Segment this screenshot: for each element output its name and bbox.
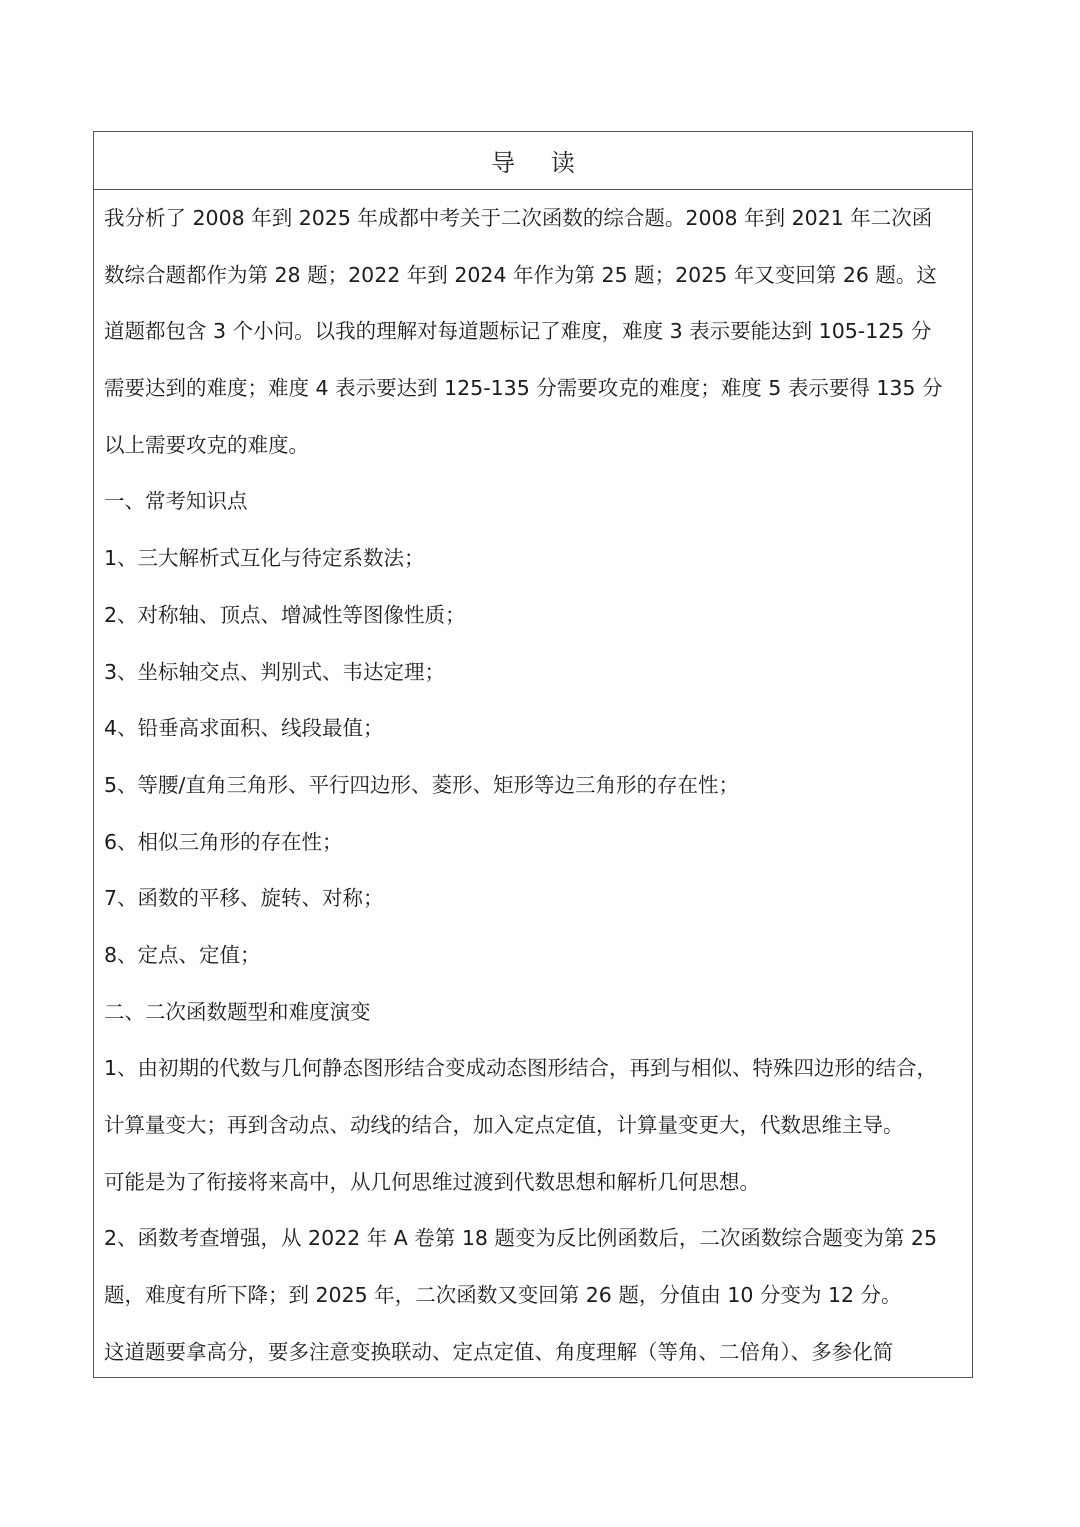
text-line: 计算量变大；再到含动点、动线的结合，加入定点定值，计算量变更大，代数思维主导。 — [104, 1113, 904, 1137]
section-heading: 一、常考知识点 — [104, 489, 248, 514]
list-item: 8、定点、定值； — [104, 942, 261, 967]
text-line: 我分析了 2008 年到 2025 年成都中考关于二次函数的综合题。2008 年到 2021 年二次函 — [104, 206, 933, 230]
title-row — [94, 132, 972, 190]
document-frame — [93, 131, 973, 1378]
text-line: 可能是为了衔接将来高中，从几何思维过渡到代数思想和解析几何思想。 — [104, 1169, 760, 1194]
text-line: 2、函数考查增强，从 2022 年 A 卷第 18 题变为反比例函数后，二次函数综合题变为第 25 — [104, 1226, 938, 1251]
text-line: 数综合题都作为第 28 题；2022 年到 2024 年作为第 25 题；2025 年又变回第 26 题。这 — [104, 262, 937, 287]
text-line: 1、由初期的代数与几何静态图形结合变成动态图形结合，再到与相似、特殊四边形的结合， — [104, 1056, 938, 1081]
list-item: 7、函数的平移、旋转、对称； — [104, 886, 384, 911]
section-heading: 二、二次函数题型和难度演变 — [104, 999, 371, 1024]
list-item: 1、三大解析式互化与待定系数法； — [104, 546, 425, 571]
list-item: 2、对称轴、顶点、增减性等图像性质； — [104, 602, 466, 627]
list-item: 6、相似三角形的存在性； — [104, 829, 343, 854]
text-line: 题，难度有所下降；到 2025 年，二次函数又变回第 26 题，分值由 10 分变为 12 分。 — [104, 1283, 902, 1308]
text-line: 这道题要拿高分，要多注意变换联动、定点定值、角度理解（等角、二倍角）、多参化简 — [104, 1339, 894, 1364]
page-title: 导 读 — [491, 149, 589, 177]
list-item: 5、等腰/直角三角形、平行四边形、菱形、矩形等边三角形的存在性； — [104, 772, 739, 797]
text-line: 道题都包含 3 个小问。以我的理解对每道题标记了难度，难度 3 表示要能达到 105-125 分 — [104, 319, 932, 344]
document-body — [94, 190, 972, 1380]
list-item: 3、坐标轴交点、判别式、韦达定理； — [104, 659, 446, 684]
list-item: 4、铅垂高求面积、线段最值； — [104, 716, 384, 741]
text-line: 以上需要攻克的难度。 — [104, 432, 309, 457]
text-line: 需要达到的难度；难度 4 表示要达到 125-135 分需要攻克的难度；难度 5 表示要得 135 分 — [104, 376, 943, 401]
